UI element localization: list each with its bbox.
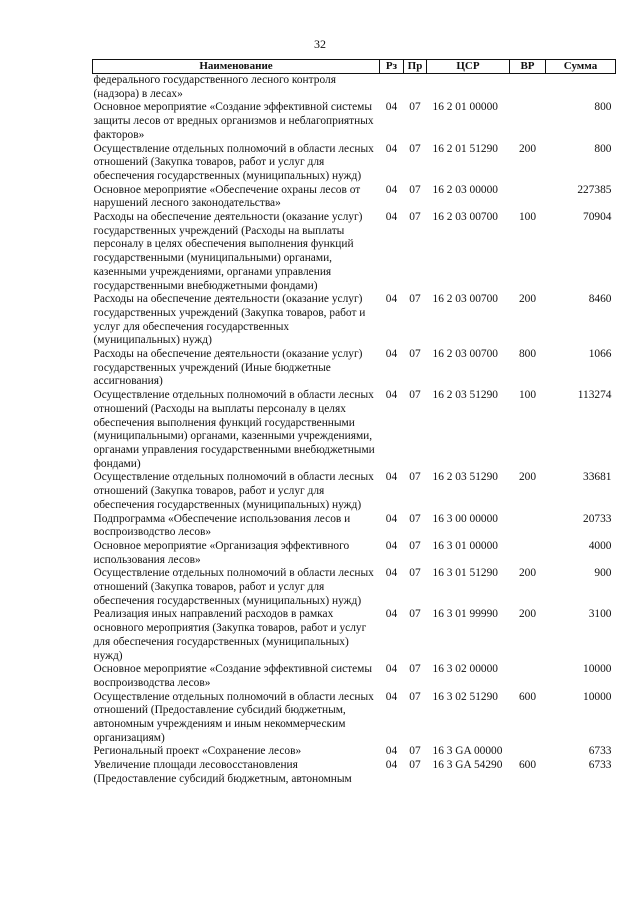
cell-pr: 07 [409,389,421,402]
table-row [93,101,616,142]
header-csr: ЦСР [427,60,510,74]
cell-pr: 07 [409,608,421,621]
cell-sum: 227385 [577,183,612,196]
cell-name: Осуществление отдельных полномочий в области лесных отношений (Расходы на выплаты персоналу в целях обеспечения выполнения функций государственными (муниципальными) органами, казенными учреждениями, органами управления государственными внебюджетными фондами) [93,389,375,470]
cell-pr [404,74,427,102]
cell-rz: 04 [385,293,398,306]
cell-sum: 6733 [588,759,612,772]
cell-pr: 07 [409,101,421,114]
cell-name: Осуществление отдельных полномочий в области лесных отношений (Закупка товаров, работ и услуг для обеспечения государственных (муниципальных) нужд) [93,567,374,607]
budget-table [92,59,616,787]
cell-csr: 16 2 03 51290 [432,471,498,484]
cell-name: Расходы на обеспечение деятельности (оказание услуг) государственных учреждений (Расходы на выплаты персоналу в целях обеспечения выполнения функций государственными (муниципальными) органами, казенными учреждениями, органами управления государственными внебюджетными фондами) [93,211,363,292]
cell-rz: 04 [385,759,398,772]
cell-vr: 100 [518,211,537,224]
cell-sum: 33681 [583,471,612,484]
cell-csr: 16 3 01 99990 [432,608,498,621]
table-row [93,691,616,746]
table-row [93,211,616,293]
cell-rz: 04 [385,690,398,703]
cell-sum: 113274 [577,389,612,402]
cell-csr: 16 2 01 51290 [432,142,498,155]
table-row [93,608,616,663]
cell-sum: 10000 [583,690,612,703]
cell-pr: 07 [409,512,421,525]
cell-vr [510,745,546,759]
cell-vr: 800 [518,348,537,361]
table-row [93,513,616,540]
cell-vr: 200 [518,608,537,621]
cell-pr: 07 [409,759,421,772]
cell-rz: 04 [385,471,398,484]
table-row [93,759,616,786]
header-pr: Пр [404,60,427,74]
cell-csr: 16 3 01 51290 [432,567,498,580]
cell-sum: 6733 [588,745,612,758]
cell-csr [427,74,510,102]
table-header [93,60,616,74]
cell-vr: 600 [518,759,537,772]
cell-csr: 16 3 02 00000 [432,663,498,676]
cell-sum: 800 [594,142,612,155]
cell-rz: 04 [385,348,398,361]
cell-name: Подпрограмма «Обеспечение использования лесов и воспроизводство лесов» [93,512,351,539]
cell-rz: 04 [385,512,398,525]
cell-csr: 16 3 01 00000 [432,539,498,552]
table-row [93,293,616,348]
cell-name: Осуществление отдельных полномочий в области лесных отношений (Закупка товаров, работ и услуг для обеспечения государственных (муниципальных) нужд) [93,471,374,511]
page-number: 32 [314,37,326,51]
cell-vr: 100 [518,389,537,402]
cell-sum: 70904 [583,211,612,224]
table-body [93,74,616,787]
cell-csr: 16 3 00 00000 [432,512,498,525]
table-row [93,663,616,690]
cell-name: федерального государственного лесного контроля (надзора) в лесах» [93,74,336,100]
cell-name: Расходы на обеспечение деятельности (оказание услуг) государственных учреждений (Закупка товаров, работ и услуг для обеспечения государственных (муниципальных) нужд) [93,293,366,347]
cell-rz: 04 [385,745,398,758]
cell-sum: 8460 [588,293,612,306]
cell-pr: 07 [409,539,421,552]
header-vr: ВР [510,60,546,74]
cell-rz: 04 [385,663,398,676]
cell-sum: 20733 [583,512,612,525]
table-row [93,143,616,184]
cell-name: Основное мероприятие «Создание эффективной системы защиты лесов от вредных организмов и неблагоприятных факторов» [93,101,374,141]
table-row [93,184,616,211]
cell-vr: 600 [518,690,537,703]
cell-vr: 200 [518,567,537,580]
cell-sum: 4000 [588,539,612,552]
header-rz: Рз [380,60,404,74]
cell-name: Основное мероприятие «Обеспечение охраны лесов от нарушений лесного законодательства» [93,183,361,210]
cell-sum: 900 [594,567,612,580]
cell-pr: 07 [409,142,421,155]
cell-name: Реализация иных направлений расходов в рамках основного мероприятия (Закупка товаров, работ и услуг для обеспечения государственных (муниципальных) нужд) [93,608,367,662]
cell-name: Осуществление отдельных полномочий в области лесных отношений (Предоставление субсидий бюджетным, автономным учреждениям и иным некоммерческим организациям) [93,690,374,744]
cell-csr: 16 3 GA 54290 [432,759,503,772]
cell-rz: 04 [385,101,398,114]
header-name: Наименование [93,60,380,74]
cell-sum: 3100 [588,608,612,621]
cell-vr: 200 [518,293,537,306]
cell-rz [380,74,404,102]
cell-rz: 04 [385,211,398,224]
cell-csr: 16 2 01 00000 [432,101,498,114]
table-row [93,471,616,512]
cell-name: Осуществление отдельных полномочий в области лесных отношений (Закупка товаров, работ и услуг для обеспечения государственных (муниципальных) нужд) [93,142,374,182]
cell-vr [510,513,546,540]
cell-rz: 04 [385,608,398,621]
cell-csr: 16 3 GA 00000 [432,745,503,758]
cell-vr [510,540,546,567]
cell-vr [510,74,546,102]
cell-rz: 04 [385,389,398,402]
cell-name: Расходы на обеспечение деятельности (оказание услуг) государственных учреждений (Иные бюджетные ассигнования) [93,348,363,388]
cell-pr: 07 [409,471,421,484]
cell-vr: 200 [518,471,537,484]
cell-rz: 04 [385,539,398,552]
cell-pr: 07 [409,183,421,196]
cell-vr [510,101,546,142]
cell-csr: 16 3 02 51290 [432,690,498,703]
cell-sum: 1066 [588,348,612,361]
cell-csr: 16 2 03 00700 [432,348,498,361]
header-sum: Сумма [546,60,616,74]
cell-vr [510,184,546,211]
cell-pr: 07 [409,348,421,361]
cell-pr: 07 [409,567,421,580]
cell-name: Основное мероприятие «Организация эффективного использования лесов» [93,539,350,566]
table-row [93,389,616,471]
cell-sum: 10000 [583,663,612,676]
cell-csr: 16 2 03 00700 [432,293,498,306]
table-row [93,745,616,759]
table-row [93,540,616,567]
cell-name: Основное мероприятие «Создание эффективной системы воспроизводства лесов» [93,663,373,689]
cell-csr: 16 2 03 00700 [432,211,498,224]
cell-vr: 200 [518,142,537,155]
cell-rz: 04 [385,183,398,196]
cell-rz: 04 [385,567,398,580]
cell-rz: 04 [385,142,398,155]
table-row [93,74,616,102]
cell-pr: 07 [409,745,421,758]
cell-sum: 800 [594,101,612,114]
cell-pr: 07 [409,293,421,306]
cell-vr [510,663,546,690]
cell-csr: 16 2 03 51290 [432,389,498,402]
cell-name: Региональный проект «Сохранение лесов» [93,745,302,758]
cell-sum [546,74,616,102]
cell-pr: 07 [409,690,421,703]
table-row [93,348,616,389]
table-row [93,567,616,608]
cell-name: Увеличение площади лесовосстановления (Предоставление субсидий бюджетным, автономным [93,759,352,785]
cell-csr: 16 2 03 00000 [432,183,498,196]
cell-pr: 07 [409,663,421,676]
cell-pr: 07 [409,211,421,224]
